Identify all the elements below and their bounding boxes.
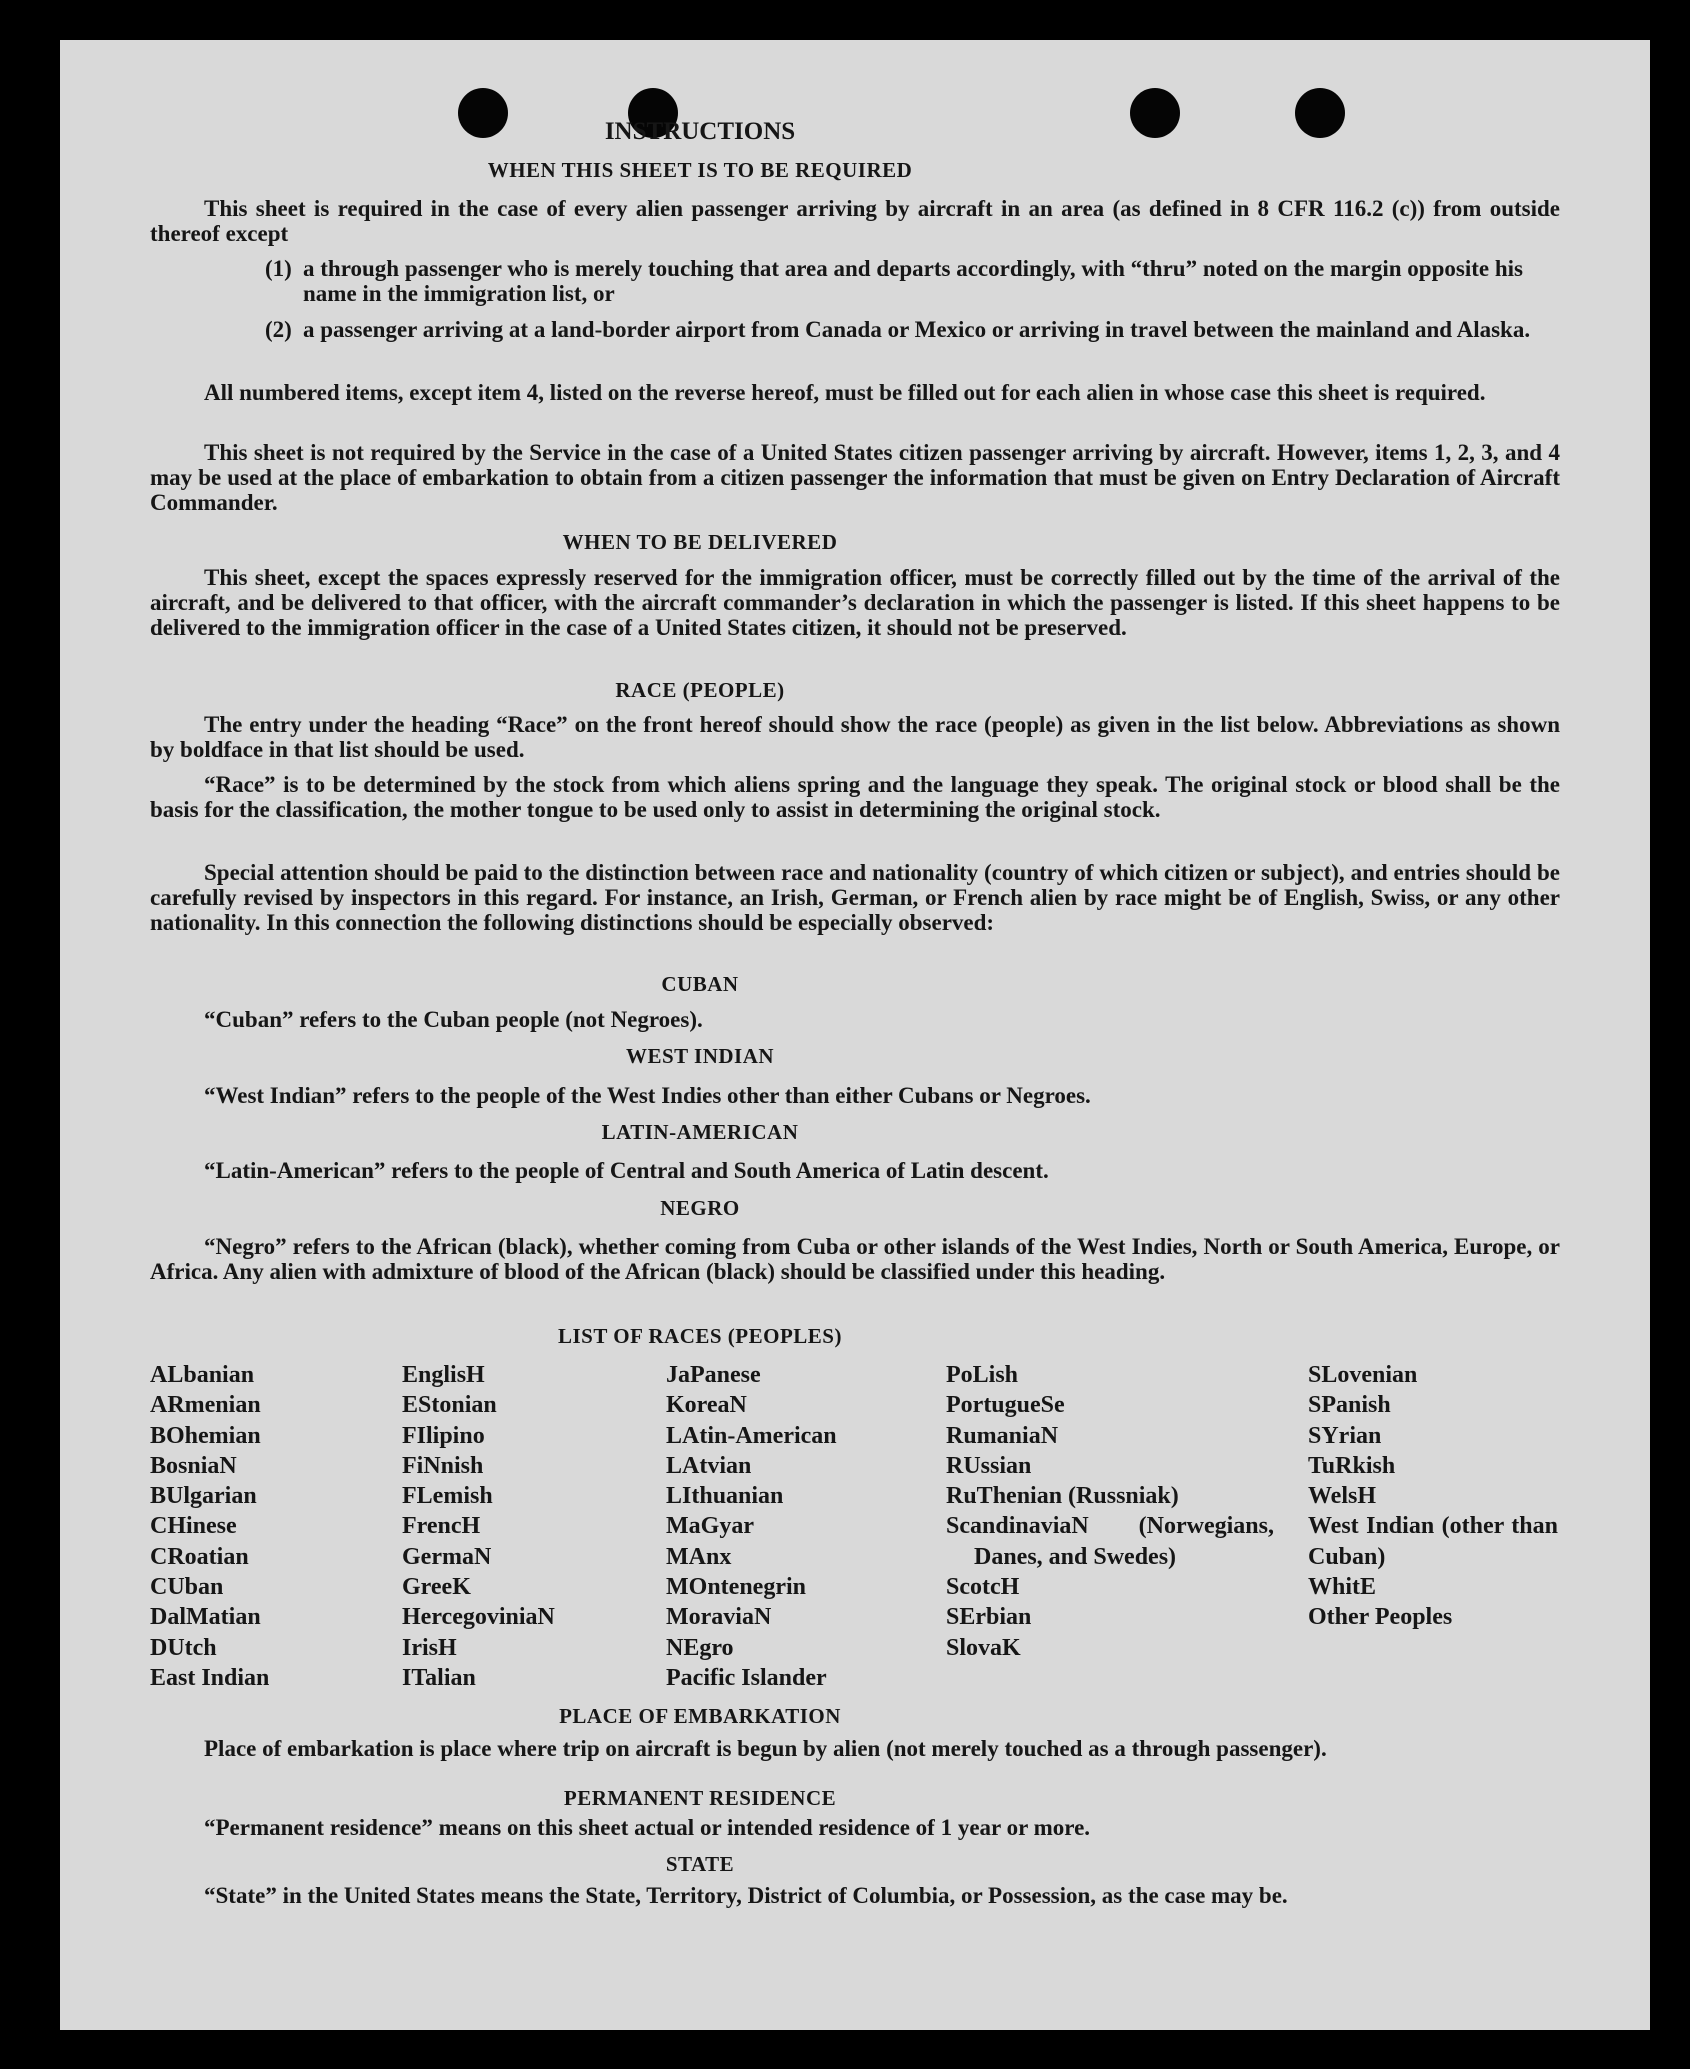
race-item: East Indian bbox=[150, 1664, 270, 1691]
race-item: MoraviaN bbox=[666, 1604, 772, 1631]
race-item: GermaN bbox=[402, 1543, 492, 1570]
race-item: CRoatian bbox=[150, 1543, 249, 1570]
race-item: SLovenian bbox=[1308, 1362, 1418, 1388]
section-heading-latin-american: LATIN-AMERICAN bbox=[601, 1120, 799, 1144]
race-item: ScandinaviaN (Norwegians, Danes, and Swedes) bbox=[946, 1513, 1274, 1570]
race-item: JaPanese bbox=[666, 1362, 761, 1388]
race-item: IrisH bbox=[402, 1634, 457, 1661]
race-item: CHinese bbox=[150, 1513, 237, 1540]
section-heading-required: WHEN THIS SHEET IS TO BE REQUIRED bbox=[487, 158, 913, 182]
race-item: DalMatian bbox=[150, 1604, 261, 1631]
race-item: PoLish bbox=[946, 1362, 1019, 1388]
page-title: INSTRUCTIONS bbox=[604, 118, 796, 145]
race-item: PortugueSe bbox=[946, 1392, 1065, 1419]
section-heading-delivered: WHEN TO BE DELIVERED bbox=[562, 530, 838, 554]
race-item: LAtvian bbox=[666, 1452, 752, 1479]
race-item: RuThenian (Russniak) bbox=[946, 1483, 1179, 1510]
section-heading-residence: PERMANENT RESIDENCE bbox=[563, 1786, 837, 1810]
required-para-2: All numbered items, except item 4, listed on the reverse hereof, must be filled out for each alien in whose case this sheet is required. bbox=[204, 380, 1486, 405]
race-item: LAtin-American bbox=[666, 1422, 837, 1449]
race-item: HercegoviniaN bbox=[402, 1604, 555, 1631]
exception-text: a passenger arriving at a land-border airport from Canada or Mexico or arriving in travel between the mainland and Alaska. bbox=[303, 317, 1531, 342]
race-item: MAnx bbox=[666, 1543, 732, 1570]
race-para-1: The entry under the heading “Race” on the front hereof should show the race (people) as given in the list below. Abbreviations as shown by boldface in that list should be used. bbox=[150, 712, 1560, 762]
race-item: ITalian bbox=[402, 1664, 476, 1691]
race-item: West Indian (other than Cuban) bbox=[1308, 1513, 1558, 1570]
latin-american-text: “Latin-American” refers to the people of Central and South America of Latin descent. bbox=[204, 1158, 1049, 1183]
race-item: RUssian bbox=[946, 1452, 1032, 1479]
race-para-3: Special attention should be paid to the distinction between race and nationality (country of which citizen or subject), and entries should be carefully revised by inspectors in this regard. For instance, an Irish, German, or French alien by race might be of English, Swiss, or any other nationality. In this connection the following distinctions should be especially observed: bbox=[150, 860, 1560, 935]
section-heading-race: RACE (PEOPLE) bbox=[615, 678, 785, 702]
embarkation-text: Place of embarkation is place where trip on aircraft is begun by alien (not merely touched as a through passenger). bbox=[204, 1736, 1327, 1761]
race-item: MOntenegrin bbox=[666, 1574, 806, 1601]
section-heading-embarkation: PLACE OF EMBARKATION bbox=[559, 1704, 841, 1728]
races-column-2 bbox=[402, 1360, 652, 1693]
race-item: KoreaN bbox=[666, 1392, 747, 1419]
race-item: WelsH bbox=[1308, 1483, 1377, 1510]
exception-number: (2) bbox=[265, 317, 292, 342]
race-item: BUlgarian bbox=[150, 1483, 257, 1510]
race-item: FLemish bbox=[402, 1483, 493, 1510]
race-item: FIlipino bbox=[402, 1422, 485, 1449]
delivered-text: This sheet, except the spaces expressly reserved for the immigration officer, must be correctly filled out by the time of the arrival of the aircraft, and be delivered to that officer, with the aircraft commander’s declaration in which the passenger is listed. If this sheet happens to be delivered to the immigration officer in the case of a United States citizen, it should not be preserved. bbox=[150, 565, 1560, 640]
races-column-3 bbox=[666, 1360, 936, 1693]
races-column-5 bbox=[1308, 1360, 1558, 1633]
required-para-3: This sheet is not required by the Service in the case of a United States citizen passenger arriving by aircraft. However, items 1, 2, 3, and 4 may be used at the place of embarkation to obtain from a citizen passenger the information that must be given on Entry Declaration of Aircraft Commander. bbox=[150, 440, 1560, 515]
race-item: EnglisH bbox=[402, 1362, 485, 1388]
cuban-text: “Cuban” refers to the Cuban people (not Negroes). bbox=[204, 1007, 703, 1032]
race-item: FiNnish bbox=[402, 1452, 484, 1479]
race-item: CUban bbox=[150, 1574, 224, 1601]
race-item: BOhemian bbox=[150, 1422, 261, 1449]
races-list bbox=[150, 1360, 1600, 1700]
exception-text: a through passenger who is merely touching that area and departs accordingly, with “thru” noted on the margin opposite his name in the immigration list, or bbox=[303, 256, 1523, 306]
race-item: Pacific Islander bbox=[666, 1664, 827, 1691]
section-heading-state: STATE bbox=[665, 1852, 735, 1876]
section-heading-negro: NEGRO bbox=[660, 1196, 740, 1220]
exception-number: (1) bbox=[265, 256, 292, 281]
race-item: RumaniaN bbox=[946, 1422, 1059, 1449]
section-heading-cuban: CUBAN bbox=[661, 972, 739, 996]
race-item: FrencH bbox=[402, 1513, 481, 1540]
race-item: WhitE bbox=[1308, 1574, 1377, 1601]
race-item: Other Peoples bbox=[1308, 1604, 1453, 1631]
west-indian-text: “West Indian” refers to the people of the West Indies other than either Cubans or Negroes. bbox=[204, 1083, 1091, 1108]
section-heading-west-indian: WEST INDIAN bbox=[625, 1044, 775, 1068]
race-item: LIthuanian bbox=[666, 1483, 784, 1510]
races-column-4 bbox=[946, 1360, 1274, 1663]
race-item: ALbanian bbox=[150, 1362, 255, 1388]
required-intro: This sheet is required in the case of every alien passenger arriving by aircraft in an area (as defined in 8 CFR 116.2 (c)) from outside thereof except bbox=[150, 196, 1560, 246]
race-item: SErbian bbox=[946, 1604, 1032, 1631]
negro-text: “Negro” refers to the African (black), whether coming from Cuba or other islands of the West Indies, North or South America, Europe, or Africa. Any alien with admixture of blood of the African (black) should be classified under this heading. bbox=[150, 1234, 1560, 1284]
race-item: MaGyar bbox=[666, 1513, 754, 1540]
race-item: EStonian bbox=[402, 1392, 497, 1419]
race-item: ScotcH bbox=[946, 1574, 1020, 1601]
race-item: SPanish bbox=[1308, 1392, 1391, 1419]
race-item: DUtch bbox=[150, 1634, 217, 1661]
race-item: TuRkish bbox=[1308, 1452, 1396, 1479]
race-item: BosniaN bbox=[150, 1452, 237, 1479]
exception-item-2 bbox=[265, 317, 1560, 342]
race-item: NEgro bbox=[666, 1634, 734, 1661]
residence-text: “Permanent residence” means on this sheet actual or intended residence of 1 year or more. bbox=[204, 1815, 1091, 1840]
race-item: SlovaK bbox=[946, 1634, 1021, 1661]
state-text: “State” in the United States means the State, Territory, District of Columbia, or Possession, as the case may be. bbox=[204, 1883, 1288, 1908]
race-item: ARmenian bbox=[150, 1392, 261, 1419]
exception-item-1 bbox=[265, 256, 1560, 306]
race-para-2: “Race” is to be determined by the stock from which aliens spring and the language they speak. The original stock or blood shall be the basis for the classification, the mother tongue to be used only to assist in determining the original stock. bbox=[150, 772, 1560, 822]
races-column-1 bbox=[150, 1360, 390, 1693]
section-heading-races-list: LIST OF RACES (PEOPLES) bbox=[558, 1324, 842, 1348]
race-item: GreeK bbox=[402, 1574, 471, 1601]
race-item: SYrian bbox=[1308, 1422, 1382, 1449]
